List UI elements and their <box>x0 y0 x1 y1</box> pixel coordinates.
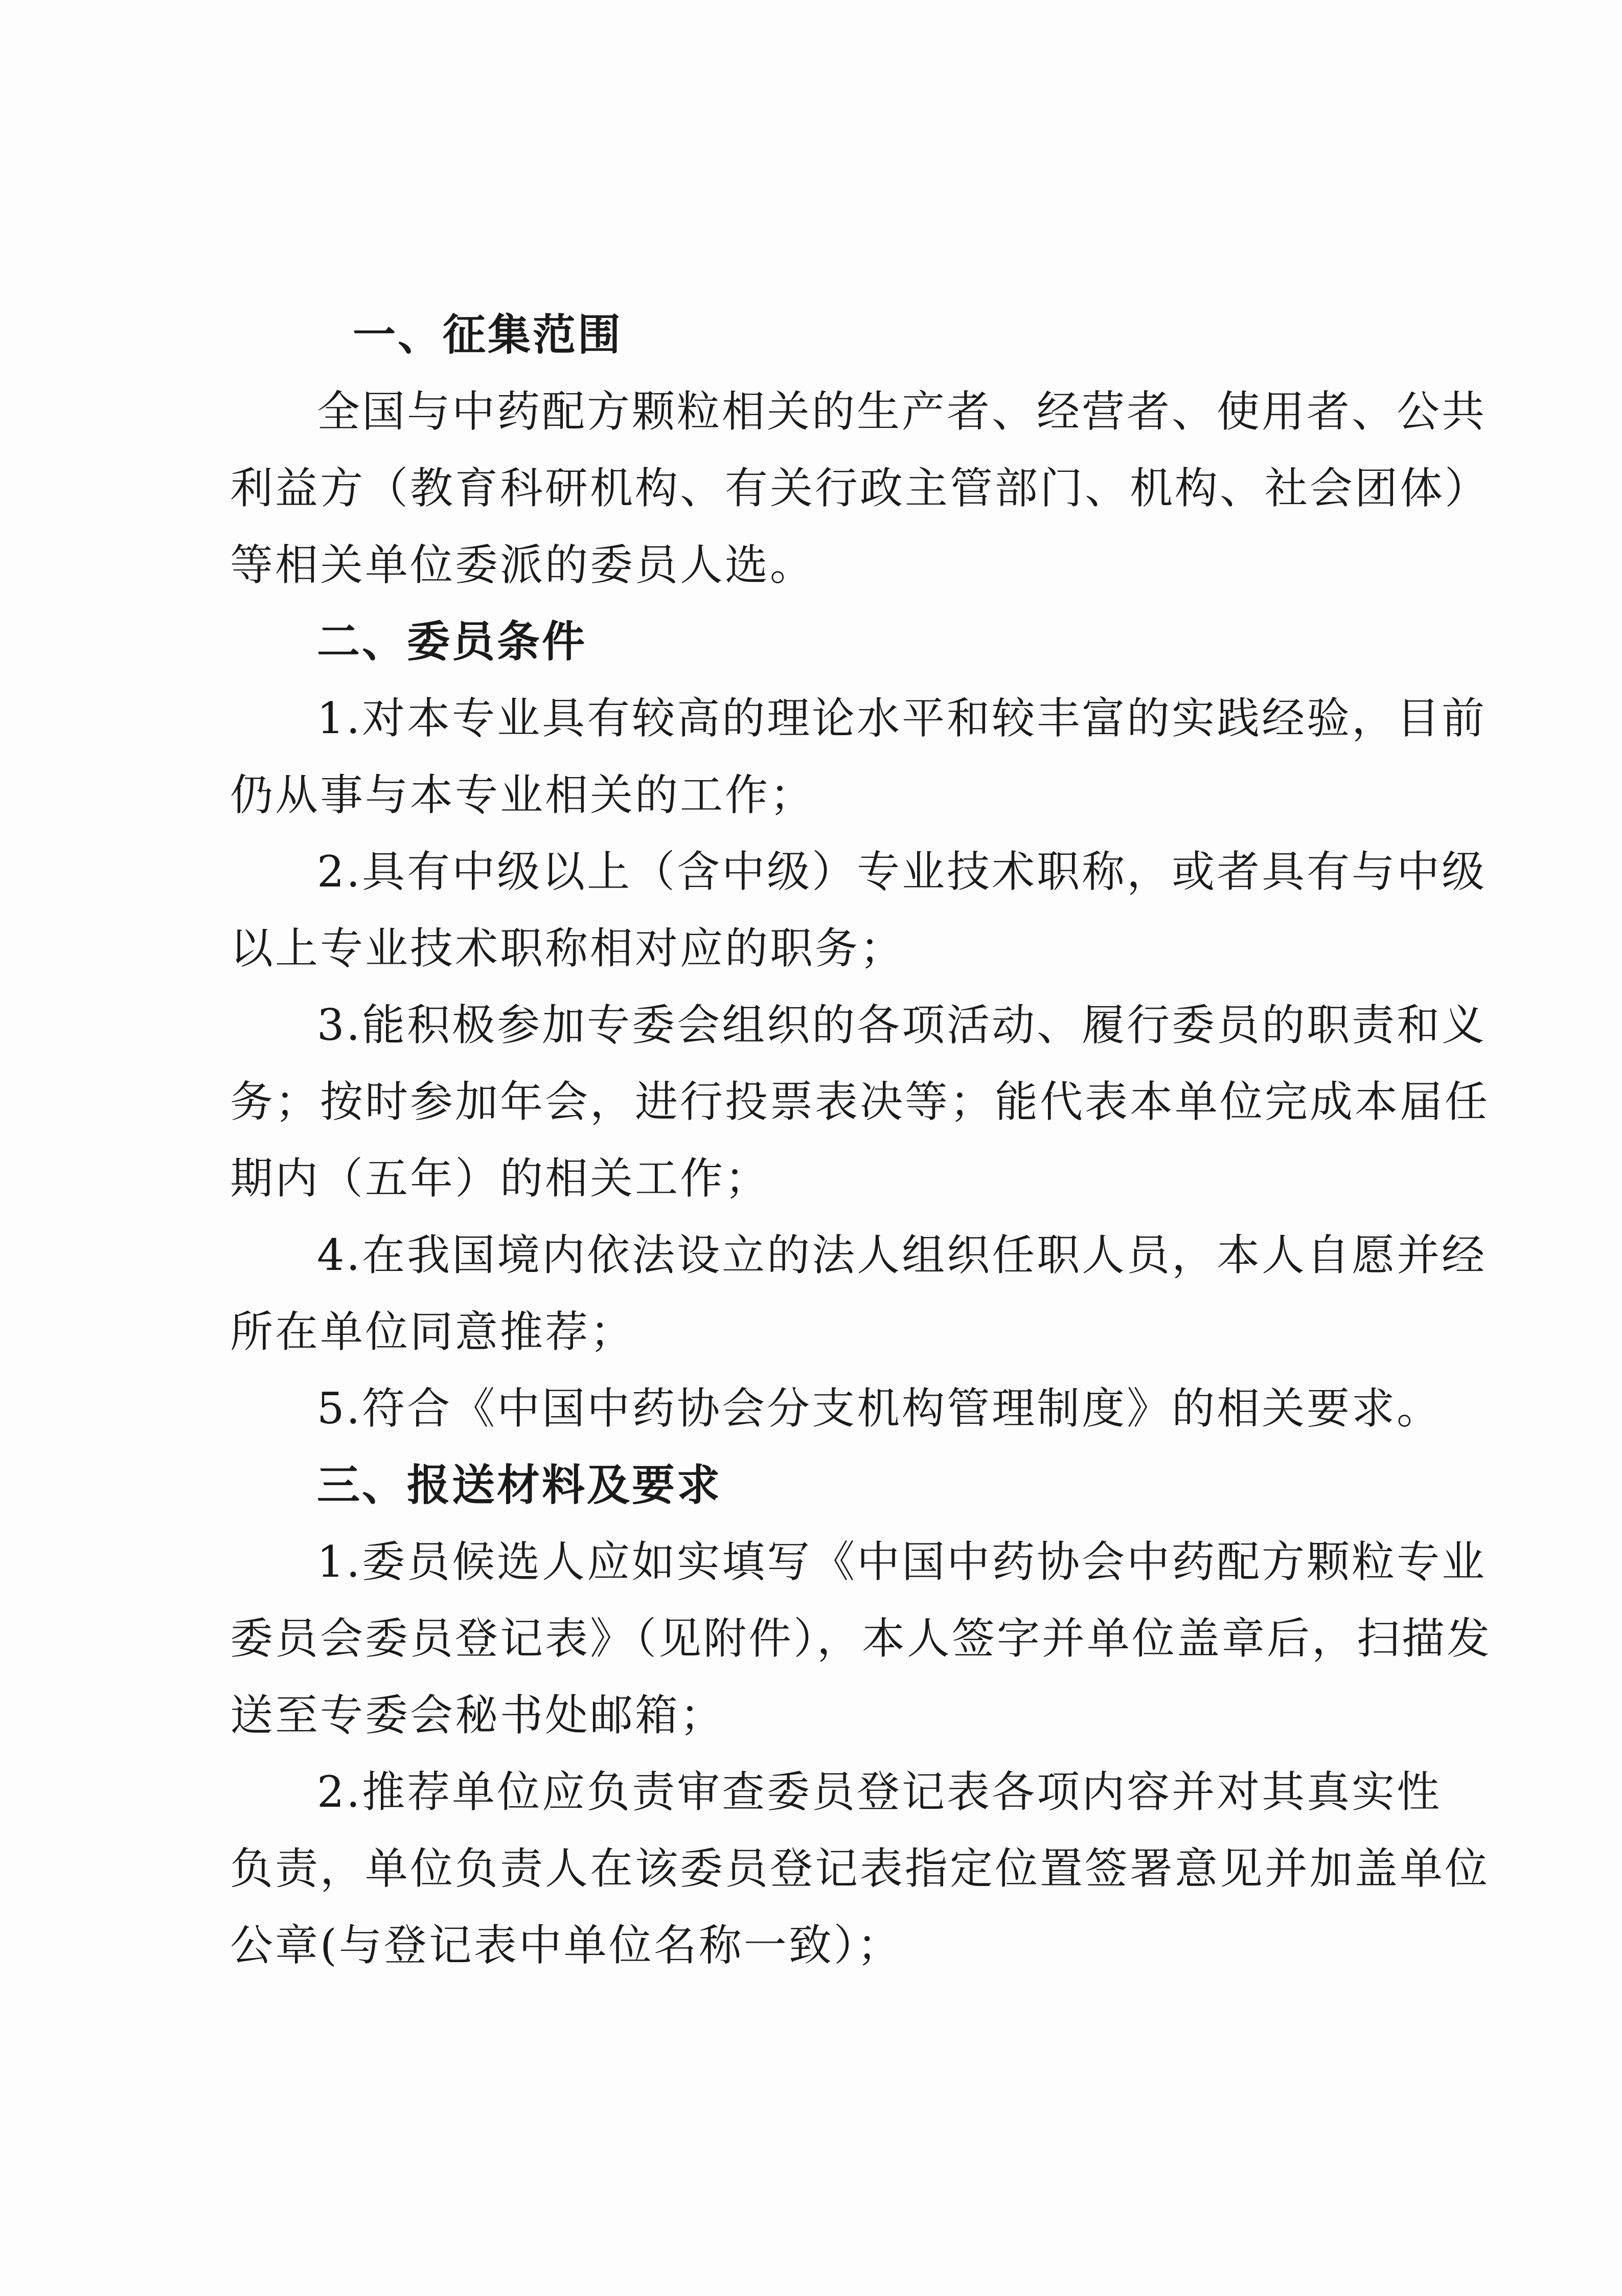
section-heading-materials: 三、报送材料及要求 <box>317 1460 722 1510</box>
paragraph-line: 5.符合《中国中药协会分支机构管理制度》的相关要求。 <box>317 1383 1442 1434</box>
paragraph-line: 利益方（教育科研机构、有关行政主管部门、机构、社会团体） <box>230 463 1490 513</box>
paragraph-line: 负责，单位负责人在该委员登记表指定位置签署意见并加盖单位 <box>230 1844 1490 1894</box>
paragraph-line: 2.具有中级以上（含中级）专业技术职称，或者具有与中级 <box>317 847 1487 897</box>
paragraph-line: 3.能积极参加专委会组织的各项活动、履行委员的职责和义 <box>317 1000 1487 1050</box>
paragraph-line: 以上专业技术职称相对应的职务； <box>230 923 905 973</box>
paragraph-line: 公章(与登记表中单位名称一致）； <box>230 1920 902 1970</box>
paragraph-line: 1.对本专业具有较高的理论水平和较丰富的实践经验，目前 <box>317 693 1487 743</box>
paragraph-line: 全国与中药配方颗粒相关的生产者、经营者、使用者、公共 <box>317 387 1487 437</box>
document-body <box>230 297 1492 1984</box>
paragraph-line: 4.在我国境内依法设立的法人组织任职人员，本人自愿并经 <box>317 1230 1487 1280</box>
paragraph-line: 2.推荐单位应负责审查委员登记表各项内容并对其真实性 <box>317 1767 1442 1817</box>
paragraph-line: 期内（五年）的相关工作； <box>230 1153 770 1203</box>
paragraph-line: 所在单位同意推荐； <box>230 1307 635 1357</box>
paragraph-line: 送至专委会秘书处邮箱； <box>230 1690 725 1740</box>
paragraph-line: 等相关单位委派的委员人选。 <box>230 540 815 590</box>
section-heading-scope: 一、征集范围 <box>353 310 623 360</box>
paragraph-line: 仍从事与本专业相关的工作； <box>230 770 815 820</box>
section-heading-conditions: 二、委员条件 <box>317 617 587 667</box>
paragraph-line: 1.委员候选人应如实填写《中国中药协会中药配方颗粒专业 <box>317 1537 1487 1587</box>
paragraph-line: 务；按时参加年会，进行投票表决等；能代表本单位完成本届任 <box>230 1077 1490 1127</box>
paragraph-line: 委员会委员登记表》（见附件），本人签字并单位盖章后，扫描发 <box>230 1613 1492 1664</box>
